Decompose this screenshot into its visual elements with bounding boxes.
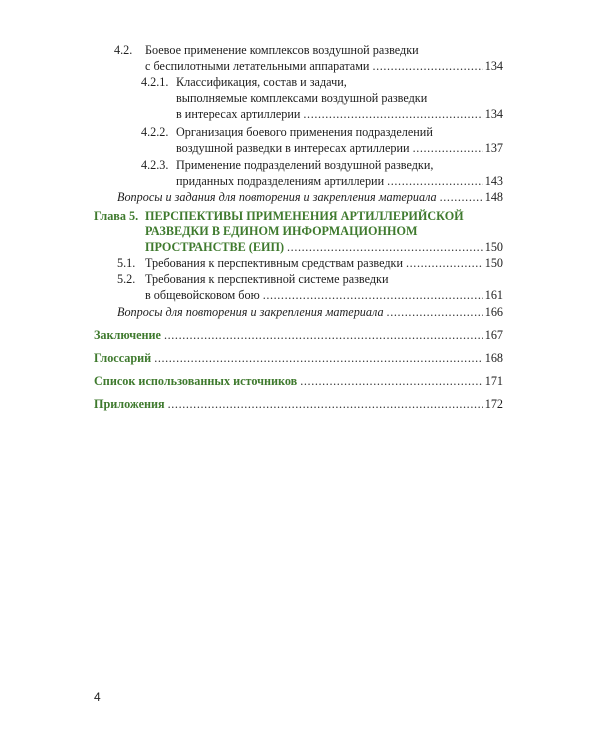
dot-leader <box>384 304 483 320</box>
dot-leader <box>161 327 483 343</box>
toc-entry-4-2-1[interactable] <box>0 74 600 90</box>
dot-leader <box>297 373 483 389</box>
dot-leader <box>284 239 483 255</box>
page-ref: 168 <box>484 351 503 365</box>
section-number: 4.2. <box>114 43 133 57</box>
toc-entry-4-2-2[interactable] <box>0 124 600 140</box>
toc-entry-4-2-3[interactable] <box>0 157 600 173</box>
page-ref: 137 <box>484 141 503 155</box>
page-ref: 150 <box>484 240 503 254</box>
entry-title: Заключение <box>94 328 161 342</box>
dot-leader <box>165 396 483 412</box>
entry-title-line1: Организация боевого применения подразделений <box>176 125 433 139</box>
entry-title-leader <box>117 189 483 205</box>
entry-title-line2: выполняемые комплексами воздушной разведки <box>176 91 428 105</box>
page-ref: 134 <box>484 59 503 73</box>
dot-leader <box>437 189 483 205</box>
page-ref: 148 <box>484 190 503 204</box>
page-ref: 161 <box>484 288 503 302</box>
entry-title-leader <box>145 287 483 303</box>
toc-chapter-5-cont <box>0 223 600 239</box>
entry-title-line1: Требования к перспективным средствам разведки <box>145 256 403 270</box>
entry-title-leader <box>145 239 483 255</box>
entry-title-line2: воздушной разведки в интересах артиллерии <box>176 141 410 155</box>
toc-entry-4-2-1-cont <box>0 90 600 106</box>
entry-title-line1: Применение подразделений воздушной разведки, <box>176 158 434 172</box>
toc-entry-5-2[interactable] <box>0 271 600 287</box>
toc-entry-4-2[interactable] <box>0 42 600 58</box>
entry-title-leader <box>94 396 483 412</box>
dot-leader <box>369 58 483 74</box>
dot-leader <box>260 287 483 303</box>
toc-entry-conclusion[interactable] <box>0 327 600 343</box>
entry-title-leader <box>94 373 483 389</box>
page-ref: 167 <box>484 328 503 342</box>
dot-leader <box>403 255 483 271</box>
page-number: 4 <box>94 690 101 704</box>
entry-title-leader <box>145 58 483 74</box>
entry-title-leader <box>145 255 483 271</box>
toc-entry-4-2-1-cont2[interactable] <box>0 106 600 122</box>
entry-title-line2: в общевойсковом бою <box>145 288 260 302</box>
page-ref: 172 <box>484 397 503 411</box>
page-ref: 134 <box>484 107 503 121</box>
chapter-title-line2: РАЗВЕДКИ В ЕДИНОМ ИНФОРМАЦИОННОМ <box>145 224 418 238</box>
dot-leader <box>300 106 483 122</box>
dot-leader <box>410 140 483 156</box>
page-ref: 166 <box>484 305 503 319</box>
toc-entry-4-2-3-cont[interactable] <box>0 173 600 189</box>
toc-chapter-5-cont2[interactable] <box>0 239 600 255</box>
dot-leader <box>384 173 483 189</box>
entry-title-leader <box>117 304 483 320</box>
section-number: 5.2. <box>117 272 136 286</box>
chapter-title-line1: ПЕРСПЕКТИВЫ ПРИМЕНЕНИЯ АРТИЛЛЕРИЙСКОЙ <box>145 209 464 223</box>
section-number: 5.1. <box>117 256 136 270</box>
entry-title-leader <box>94 327 483 343</box>
entry-title-line2: с беспилотными летательными аппаратами <box>145 59 370 73</box>
chapter-number: Глава 5. <box>94 209 139 223</box>
entry-title-leader <box>176 173 483 189</box>
section-number: 4.2.3. <box>141 158 169 172</box>
toc-entry-4-2-2-cont[interactable] <box>0 140 600 156</box>
entry-title-line3: в интересах артиллерии <box>176 107 301 121</box>
page-ref: 143 <box>484 174 503 188</box>
chapter-title-line3: ПРОСТРАНСТВЕ (ЕИП) <box>145 240 285 254</box>
entry-title: Вопросы и задания для повторения и закрепления материала <box>117 190 437 204</box>
entry-title-line1: Классификация, состав и задачи, <box>176 75 347 89</box>
page-ref: 150 <box>484 256 503 270</box>
toc-entry-sources[interactable] <box>0 373 600 389</box>
section-number: 4.2.1. <box>141 75 169 89</box>
page-ref: 171 <box>484 374 503 388</box>
entry-title-leader <box>94 350 483 366</box>
toc-entry-4-2-cont[interactable] <box>0 58 600 74</box>
toc-chapter-5[interactable] <box>0 208 600 224</box>
entry-title-leader <box>176 106 483 122</box>
section-number: 4.2.2. <box>141 125 169 139</box>
entry-title-line1: Требования к перспективной системе разведки <box>145 272 389 286</box>
entry-title: Глоссарий <box>94 351 152 365</box>
dot-leader <box>151 350 483 366</box>
entry-title-leader <box>176 140 483 156</box>
entry-title: Приложения <box>94 397 165 411</box>
toc-entry-questions-4[interactable] <box>0 189 600 205</box>
toc-entry-5-2-cont[interactable] <box>0 287 600 303</box>
toc-entry-5-1[interactable] <box>0 255 600 271</box>
toc-entry-questions-5[interactable] <box>0 304 600 320</box>
entry-title-line1: Боевое применение комплексов воздушной разведки <box>145 43 419 57</box>
entry-title: Вопросы для повторения и закрепления материала <box>117 305 384 319</box>
toc-entry-appendix[interactable] <box>0 396 600 412</box>
toc-entry-glossary[interactable] <box>0 350 600 366</box>
entry-title: Список использованных источников <box>94 374 298 388</box>
entry-title-line2: приданных подразделениям артиллерии <box>176 174 385 188</box>
